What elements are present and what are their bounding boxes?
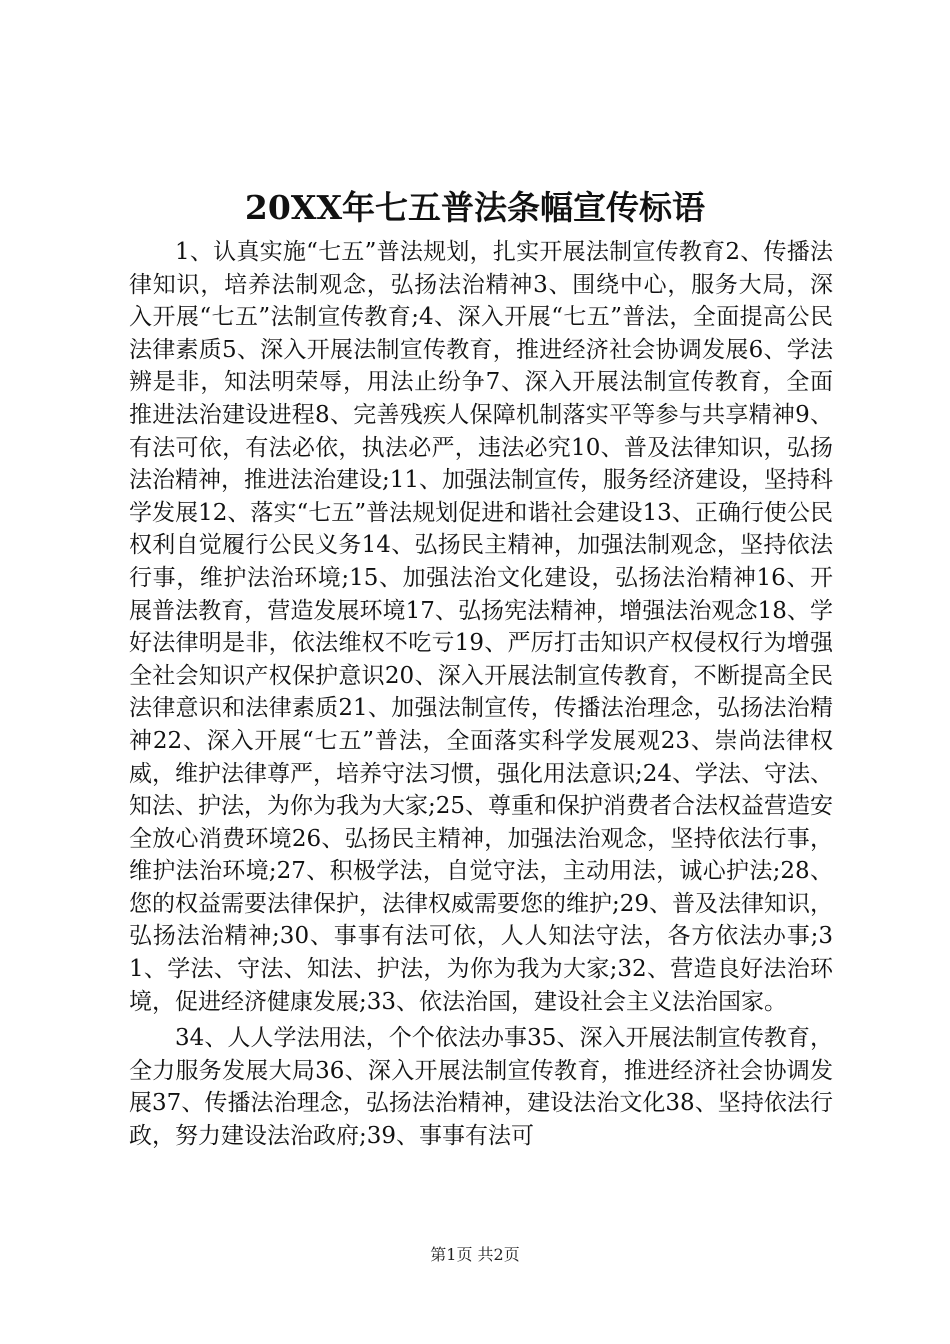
- document-title: 20XX年七五普法条幅宣传标语: [244, 188, 706, 227]
- paragraph: 1、认真实施“七五”普法规划，扎实开展法制宣传教育2、传播法律知识，培养法制观念，弘扬法治精神3、围绕中心，服务大局，深入开展“七五”法制宣传教育;4、深入开展“七五”普法，全面提高公民法律素质5、深入开展法制宣传教育，推进经济社会协调发展6、学法辨是非，知法明荣辱，用法止纷争7、深入开展法制宣传教育，全面推进法治建设进程8、完善残疾人保障机制落实平等参与共享精神9、有法可依，有法必依，执法必严，违法必究10、普及法律知识，弘扬法治精神，推进法治建设;11、加强法制宣传，服务经济建设，坚持科学发展12、落实“七五”普法规划促进和谐社会建设13、正确行使公民权利自觉履行公民义务14、弘扬民主精神，加强法制观念，坚持依法行事，维护法治环境;15、加强法治文化建设，弘扬法治精神16、开展普法教育，营造发展环境17、弘扬宪法精神，增强法治观念18、学好法律明是非，依法维权不吃亏19、严厉打击知识产权侵权行为增强全社会知识产权保护意识20、深入开展法制宣传教育，不断提高全民法律意识和法律素质21、加强法制宣传，传播法治理念，弘扬法治精神22、深入开展“七五”普法，全面落实科学发展观23、崇尚法律权威，维护法律尊严，培养守法习惯，强化用法意识;24、学法、守法、知法、护法，为你为我为大家;25、尊重和保护消费者合法权益营造安全放心消费环境26、弘扬民主精神，加强法治观念，坚持依法行事，维护法治环境;27、积极学法，自觉守法，主动用法，诚心护法;28、您的权益需要法律保护，法律权威需要您的维护;29、普及法律知识，弘扬法治精神;30、事事有法可依，人人知法守法，各方依法办事;31、学法、守法、知法、护法，为你为我为大家;32、营造良好法治环境，促进经济健康发展;33、依法治国，建设社会主义法治国家。: [129, 239, 834, 1015]
- page-number-footer: 第1页 共2页: [430, 1245, 520, 1264]
- paragraph: 34、人人学法用法，个个依法办事35、深入开展法制宣传教育，全力服务发展大局36、深入开展法制宣传教育，推进经济社会协调发展37、传播法治理念，弘扬法治精神，建设法治文化38、坚持依法行政，努力建设法治政府;39、事事有法可: [129, 1025, 833, 1150]
- document-body: [129, 236, 833, 1153]
